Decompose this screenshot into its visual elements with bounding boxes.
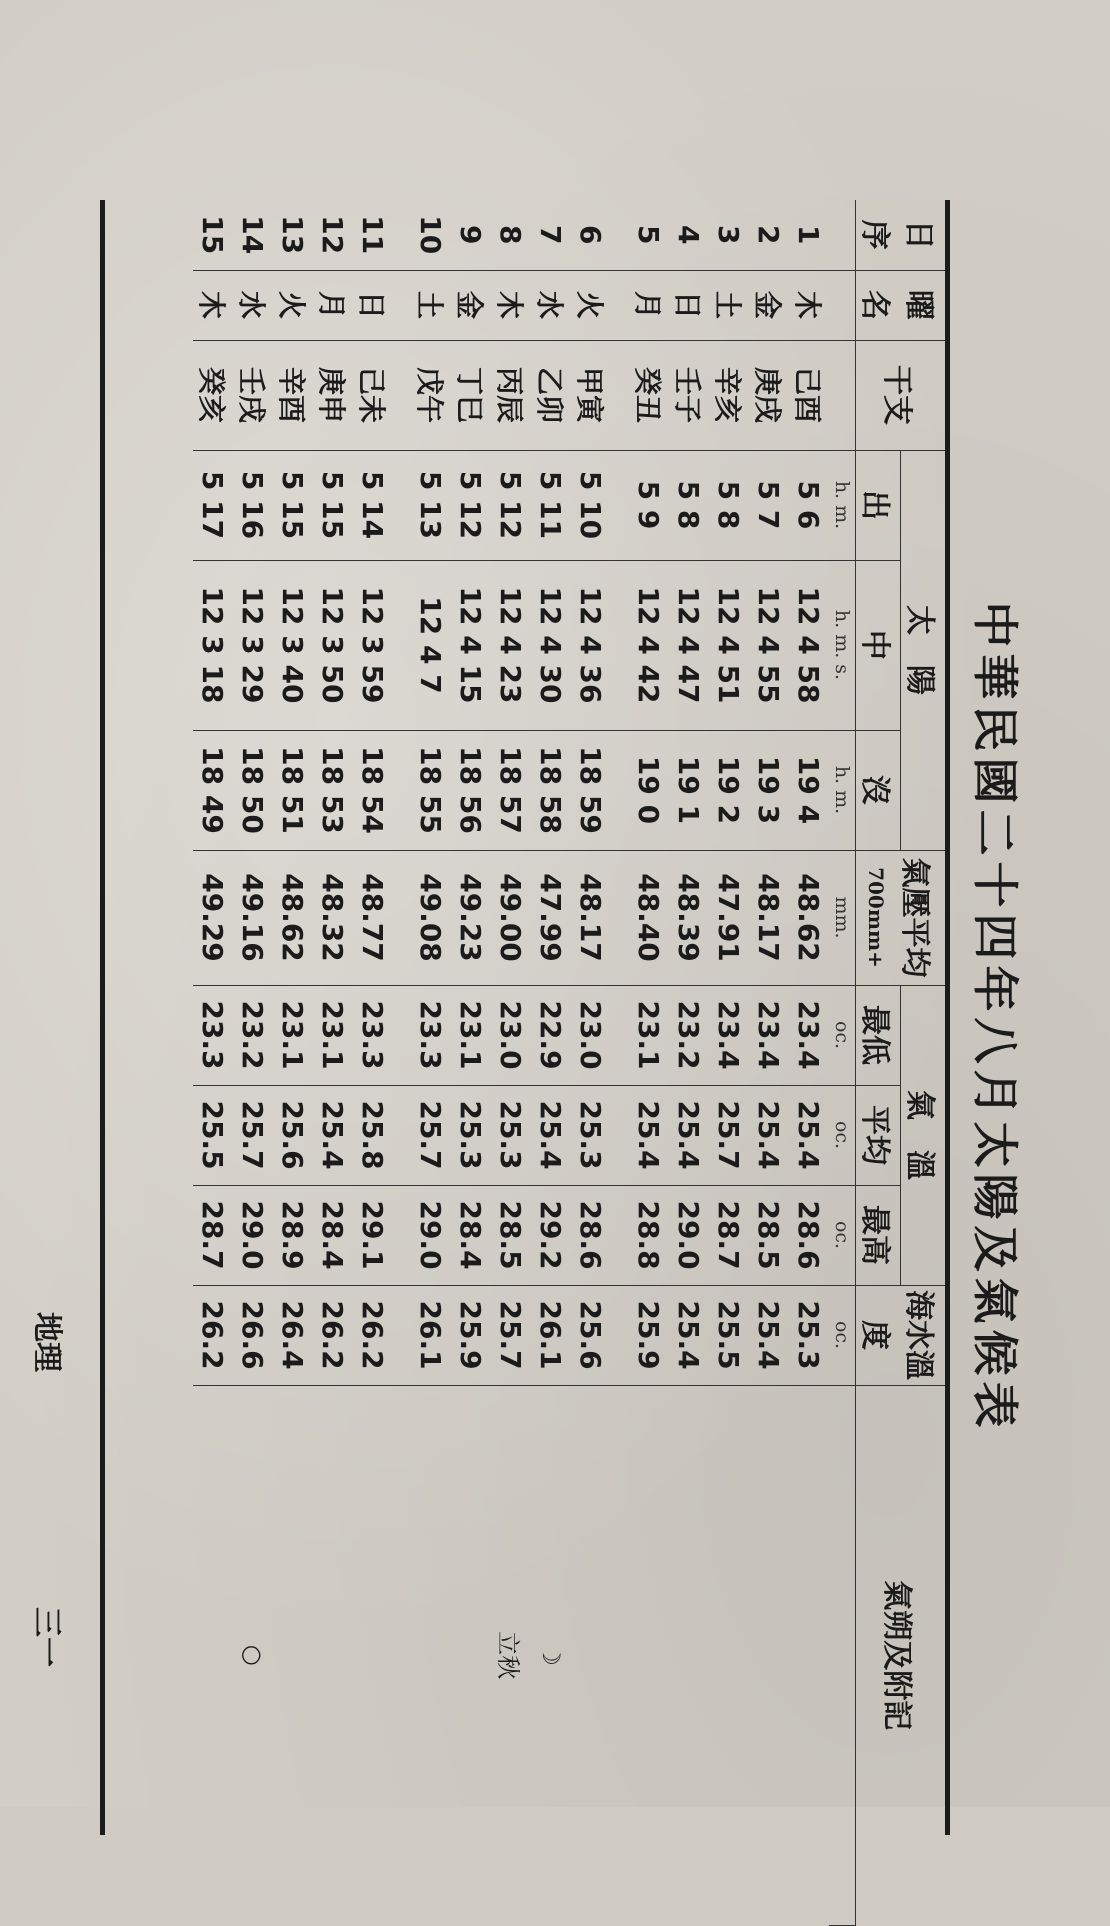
cell-set: 18 53 [313,730,353,850]
cell-gz: 丙辰 [491,340,531,450]
cell-tr: 12 4 7 [411,560,451,730]
header-remarks: 氣朔及附記 [856,1385,946,1925]
table-row [273,200,313,1925]
header-transit: 中 [856,560,901,730]
table-row [531,200,571,1925]
cell-rise: 5 13 [411,450,451,560]
cell-day: 12 [313,200,353,270]
header-day: 日 序 [856,200,946,270]
cell-set: 19 4 [789,730,829,850]
cell-day: 3 [709,200,749,270]
table-row [629,200,669,1925]
cell-p: 49.29 [193,850,233,985]
cell-rise: 5 6 [789,450,829,560]
cell-rise: 5 16 [233,450,273,560]
cell-day: 8 [491,200,531,270]
cell-wd: 日 [669,270,709,340]
cell-gz: 丁巳 [451,340,491,450]
cell-sea: 26.2 [313,1285,353,1385]
cell-note [411,1385,451,1925]
cell-tr: 12 3 59 [353,560,393,730]
cell-wd: 土 [709,270,749,340]
cell-tr: 12 3 18 [193,560,233,730]
cell-tmin: 23.2 [233,985,273,1085]
cell-day: 13 [273,200,313,270]
cell-day: 9 [451,200,491,270]
cell-note [571,1385,611,1925]
cell-tr: 12 4 23 [491,560,531,730]
header-tmean: 平均 [856,1085,901,1185]
cell-day: 5 [629,200,669,270]
cell-gz: 庚戌 [749,340,789,450]
cell-tmax: 28.5 [491,1185,531,1285]
table-row [233,200,273,1925]
cell-p: 48.17 [571,850,611,985]
cell-tmax: 28.5 [749,1185,789,1285]
cell-tmean: 25.8 [353,1085,393,1185]
cell-gz: 癸亥 [193,340,233,450]
cell-p: 47.99 [531,850,571,985]
rotated-table-sheet [110,200,1030,1835]
cell-tmin: 23.1 [273,985,313,1085]
cell-set: 18 59 [571,730,611,850]
cell-rise: 5 9 [629,450,669,560]
cell-p: 49.00 [491,850,531,985]
cell-note [313,1385,353,1925]
cell-tmean: 25.4 [531,1085,571,1185]
cell-set: 18 58 [531,730,571,850]
cell-tr: 12 3 50 [313,560,353,730]
unit-rise: h. m. [829,450,856,560]
table-row [491,200,531,1925]
cell-p: 49.16 [233,850,273,985]
header-sunrise: 出 [856,450,901,560]
cell-wd: 木 [193,270,233,340]
table-row [411,200,451,1925]
table-row [353,200,393,1925]
cell-tmean: 25.4 [749,1085,789,1185]
cell-wd: 土 [411,270,451,340]
cell-sea: 25.5 [709,1285,749,1385]
cell-set: 18 56 [451,730,491,850]
cell-day: 11 [353,200,393,270]
cell-note [669,1385,709,1925]
cell-wd: 火 [571,270,611,340]
cell-sea: 25.3 [789,1285,829,1385]
cell-rise: 5 11 [531,450,571,560]
cell-set: 19 0 [629,730,669,850]
cell-day: 6 [571,200,611,270]
group-spacer [611,200,629,1925]
cell-tmin: 23.4 [749,985,789,1085]
cell-wd: 日 [353,270,393,340]
unit-sea: oc. [829,1285,856,1385]
cell-p: 48.32 [313,850,353,985]
cell-tr: 12 3 40 [273,560,313,730]
cell-gz: 辛酉 [273,340,313,450]
cell-tmean: 25.7 [411,1085,451,1185]
group-spacer [393,200,411,1925]
cell-rise: 5 15 [313,450,353,560]
cell-sea: 25.6 [571,1285,611,1385]
cell-rise: 5 10 [571,450,611,560]
cell-note [629,1385,669,1925]
cell-note [353,1385,393,1925]
cell-gz: 甲寅 [571,340,611,450]
header-weekday: 曜 名 [856,270,946,340]
cell-tmean: 25.6 [273,1085,313,1185]
cell-sea: 26.2 [353,1285,393,1385]
cell-tmin: 23.2 [669,985,709,1085]
header-sun: 太 陽 [901,450,946,850]
cell-rise: 5 7 [749,450,789,560]
unit-tmean: oc. [829,1085,856,1185]
cell-tmax: 29.1 [353,1185,393,1285]
cell-gz: 戊午 [411,340,451,450]
cell-rise: 5 8 [709,450,749,560]
cell-set: 19 1 [669,730,709,850]
cell-gz: 乙卯 [531,340,571,450]
cell-rise: 5 8 [669,450,709,560]
cell-tmean: 25.4 [313,1085,353,1185]
cell-rise: 5 14 [353,450,393,560]
cell-tr: 12 4 58 [789,560,829,730]
cell-p: 48.40 [629,850,669,985]
cell-tmin: 23.1 [451,985,491,1085]
cell-tmin: 23.0 [571,985,611,1085]
cell-note: ☽ [537,1644,565,1667]
cell-p: 48.62 [789,850,829,985]
cell-tmin: 23.1 [313,985,353,1085]
cell-wd: 金 [451,270,491,340]
cell-tmax: 28.7 [193,1185,233,1285]
cell-p: 49.08 [411,850,451,985]
cell-day: 14 [233,200,273,270]
cell-tmin: 23.3 [353,985,393,1085]
footer-page-number: 三一 [29,1607,64,1667]
cell-tmax: 28.8 [629,1185,669,1285]
cell-p: 48.62 [273,850,313,985]
cell-sea: 25.9 [451,1285,491,1385]
unit-pressure: mm. [829,850,856,985]
cell-gz: 辛亥 [709,340,749,450]
cell-set: 18 51 [273,730,313,850]
cell-tr: 12 4 36 [571,560,611,730]
cell-tmean: 25.4 [669,1085,709,1185]
cell-sea: 25.4 [669,1285,709,1385]
cell-set: 18 50 [233,730,273,850]
cell-set: 18 49 [193,730,233,850]
cell-tmax: 28.9 [273,1185,313,1285]
cell-note [193,1385,233,1925]
cell-wd: 木 [491,270,531,340]
cell-day: 10 [411,200,451,270]
cell-gz: 己酉 [789,340,829,450]
cell-tmean: 25.3 [491,1085,531,1185]
cell-day: 2 [749,200,789,270]
unit-tmax: oc. [829,1185,856,1285]
unit-set: h. m. [829,730,856,850]
header-ganzhi: 干支 [856,340,946,450]
table-row [709,200,749,1925]
cell-tr: 12 4 42 [629,560,669,730]
cell-day: 7 [531,200,571,270]
cell-gz: 庚申 [313,340,353,450]
unit-transit: h. m. s. [829,560,856,730]
cell-tmin: 23.3 [193,985,233,1085]
cell-gz: 壬戌 [233,340,273,450]
cell-note: ○ [239,1644,267,1666]
cell-note [451,1385,491,1925]
cell-tmin: 23.3 [411,985,451,1085]
cell-wd: 水 [531,270,571,340]
header-sea-temp: 海水溫度 [856,1285,946,1385]
cell-wd: 金 [749,270,789,340]
cell-note [273,1385,313,1925]
cell-wd: 月 [313,270,353,340]
cell-tr: 12 4 15 [451,560,491,730]
table-row [749,200,789,1925]
header-sunset: 沒 [856,730,901,850]
cell-note [749,1385,789,1925]
table-row [313,200,353,1925]
cell-tr: 12 3 29 [233,560,273,730]
cell-tmax: 29.0 [669,1185,709,1285]
cell-rise: 5 15 [273,450,313,560]
cell-tmean: 25.5 [193,1085,233,1185]
cell-wd: 木 [789,270,829,340]
cell-rise: 5 12 [491,450,531,560]
cell-wd: 月 [629,270,669,340]
cell-tmax: 29.2 [531,1185,571,1285]
cell-tr: 12 4 30 [531,560,571,730]
cell-tmax: 28.4 [313,1185,353,1285]
cell-tmax: 29.0 [411,1185,451,1285]
cell-tmin: 23.1 [629,985,669,1085]
cell-set: 18 57 [491,730,531,850]
cell-tmax: 28.7 [709,1185,749,1285]
cell-rise: 5 17 [193,450,233,560]
cell-note: 立秋 [494,1631,523,1680]
unit-tmin: oc. [829,985,856,1085]
cell-p: 48.17 [749,850,789,985]
cell-note [709,1385,749,1925]
header-tmin: 最低 [856,985,901,1085]
cell-sea: 26.6 [233,1285,273,1385]
cell-sea: 26.4 [273,1285,313,1385]
cell-sea: 26.2 [193,1285,233,1385]
cell-tmean: 25.4 [789,1085,829,1185]
cell-p: 49.23 [451,850,491,985]
table-row [451,200,491,1925]
page-title: 中華民國二十四年八月太陽及氣候表 [968,601,1022,1434]
table-row [669,200,709,1925]
cell-tmean: 25.3 [451,1085,491,1185]
cell-gz: 己未 [353,340,393,450]
cell-gz: 癸丑 [629,340,669,450]
cell-sea: 26.1 [411,1285,451,1385]
cell-set: 18 55 [411,730,451,850]
cell-tmin: 22.9 [531,985,571,1085]
cell-wd: 火 [273,270,313,340]
header-pressure: 氣壓平均 700mm+ [856,850,946,985]
cell-p: 48.39 [669,850,709,985]
cell-tr: 12 4 51 [709,560,749,730]
cell-tr: 12 4 47 [669,560,709,730]
cell-set: 19 3 [749,730,789,850]
header-temp: 氣 溫 [901,985,946,1285]
header-tmax: 最高 [856,1185,901,1285]
cell-sea: 25.9 [629,1285,669,1385]
table-row [571,200,611,1925]
cell-tmax: 28.4 [451,1185,491,1285]
cell-tmean: 25.4 [629,1085,669,1185]
cell-note [789,1385,829,1925]
cell-sea: 25.7 [491,1285,531,1385]
cell-day: 15 [193,200,233,270]
cell-tmean: 25.7 [709,1085,749,1185]
cell-tr: 12 4 55 [749,560,789,730]
cell-tmax: 29.0 [233,1185,273,1285]
cell-tmin: 23.4 [789,985,829,1085]
cell-tmean: 25.3 [571,1085,611,1185]
cell-day: 1 [789,200,829,270]
climate-table [100,200,950,1835]
cell-tmin: 23.0 [491,985,531,1085]
cell-set: 18 54 [353,730,393,850]
cell-gz: 壬子 [669,340,709,450]
cell-sea: 26.1 [531,1285,571,1385]
cell-rise: 5 12 [451,450,491,560]
cell-sea: 25.4 [749,1285,789,1385]
table-row [789,200,829,1925]
cell-p: 47.91 [709,850,749,985]
cell-p: 48.77 [353,850,393,985]
footer-section: 地理 [29,1312,64,1372]
cell-set: 19 2 [709,730,749,850]
table-row [193,200,233,1925]
cell-tmax: 28.6 [571,1185,611,1285]
cell-day: 4 [669,200,709,270]
cell-wd: 水 [233,270,273,340]
cell-tmin: 23.4 [709,985,749,1085]
cell-tmean: 25.7 [233,1085,273,1185]
cell-tmax: 28.6 [789,1185,829,1285]
